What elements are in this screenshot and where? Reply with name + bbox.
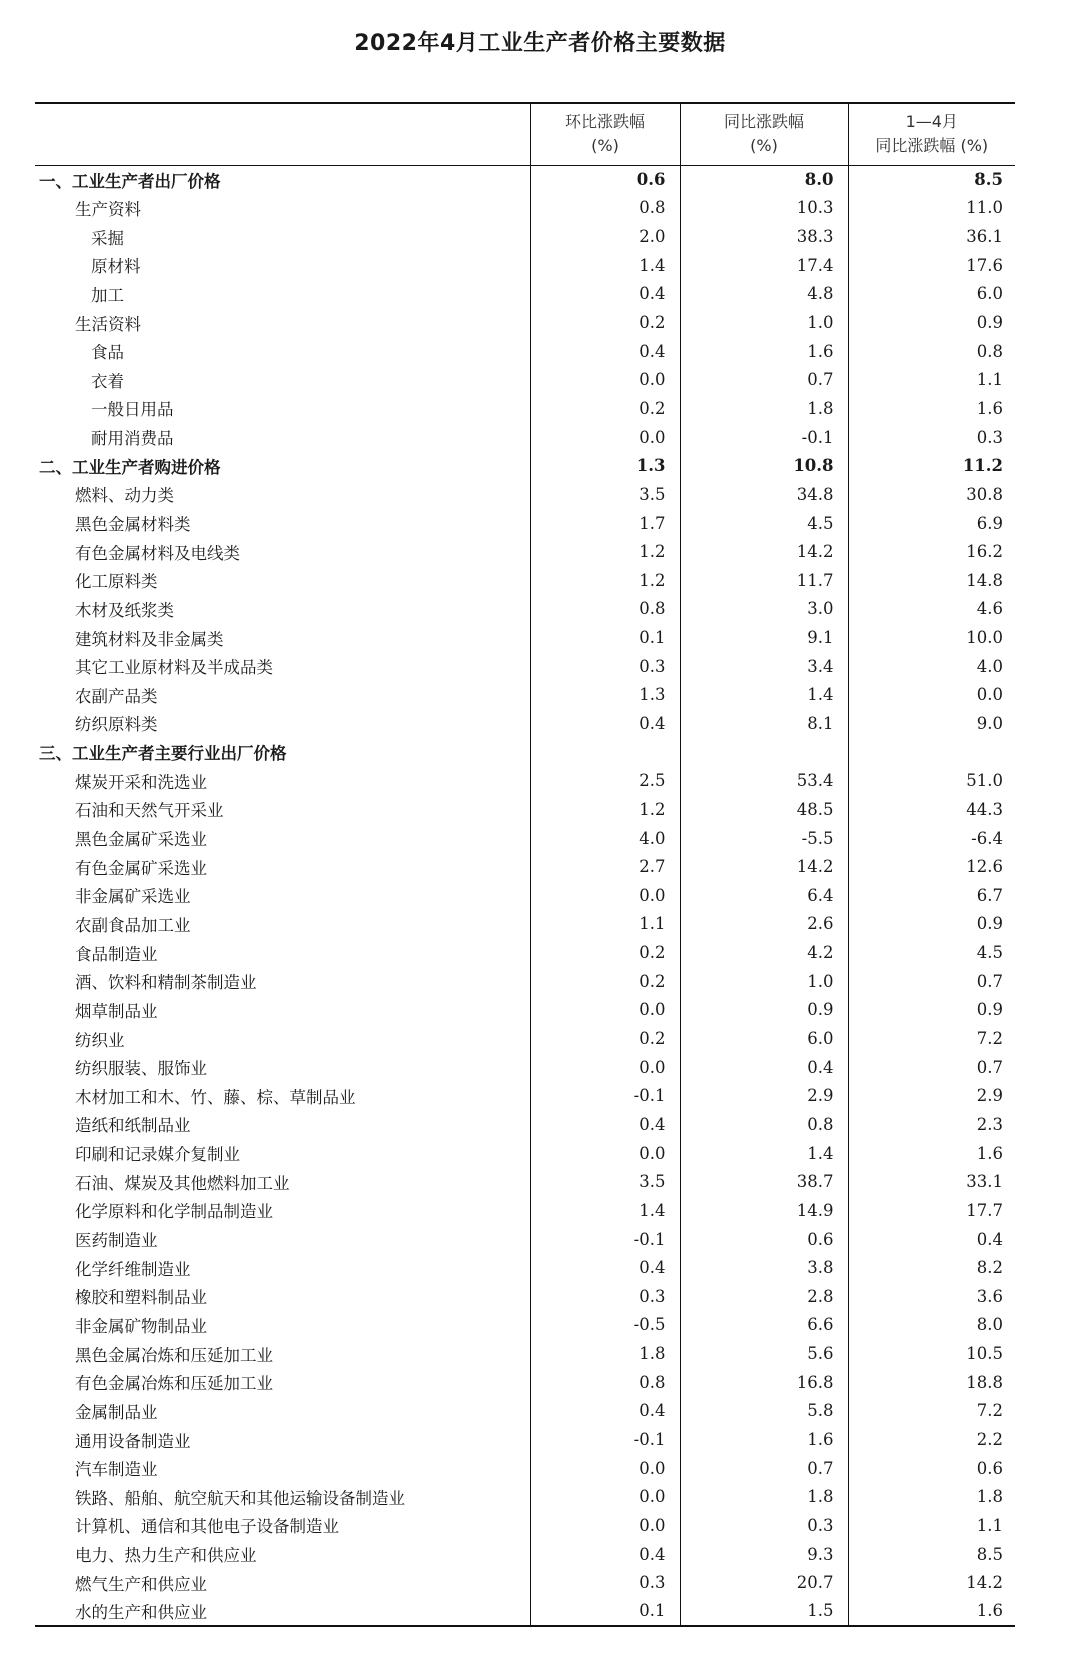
table-row (35, 766, 1015, 795)
row-ytd-value: 7.2 (848, 1024, 1015, 1053)
row-ytd-value: 1.6 (848, 394, 1015, 423)
row-label: 汽车制造业 (75, 1460, 158, 1480)
table-row (35, 738, 1015, 767)
row-mom-value: 1.8 (530, 1339, 680, 1368)
row-yoy-value: 1.4 (680, 681, 848, 710)
row-ytd-value: 0.7 (848, 1053, 1015, 1082)
row-label: 橡胶和塑料制品业 (75, 1288, 207, 1308)
row-mom-value: 0.2 (530, 394, 680, 423)
row-yoy-value: 1.4 (680, 1139, 848, 1168)
row-yoy-value: 20.7 (680, 1568, 848, 1597)
row-yoy-value: 17.4 (680, 251, 848, 280)
table-row (35, 1024, 1015, 1053)
row-mom-value: 0.3 (530, 1282, 680, 1311)
table-row (35, 1311, 1015, 1340)
row-label: 建筑材料及非金属类 (75, 629, 224, 649)
row-ytd-value: -6.4 (848, 824, 1015, 853)
table-row (35, 1482, 1015, 1511)
row-mom-value: 1.2 (530, 537, 680, 566)
table-row (35, 623, 1015, 652)
row-label: 造纸和纸制品业 (75, 1116, 191, 1136)
row-yoy-value: 1.0 (680, 967, 848, 996)
row-ytd-value: 16.2 (848, 537, 1015, 566)
row-label: 化学纤维制造业 (75, 1259, 191, 1279)
row-ytd-value: 4.6 (848, 595, 1015, 624)
row-mom-value: 0.4 (530, 280, 680, 309)
row-ytd-value: 10.0 (848, 623, 1015, 652)
row-mom-value: 0.0 (530, 1482, 680, 1511)
table-row (35, 1282, 1015, 1311)
row-yoy-value: 0.7 (680, 365, 848, 394)
row-ytd-value: 0.9 (848, 910, 1015, 939)
row-mom-value: 0.2 (530, 308, 680, 337)
row-label: 木材加工和木、竹、藤、棕、草制品业 (75, 1087, 356, 1107)
row-ytd-value: 2.2 (848, 1425, 1015, 1454)
row-ytd-value: 0.9 (848, 996, 1015, 1025)
row-label: 有色金属冶炼和压延加工业 (75, 1374, 273, 1394)
row-yoy-value: 9.3 (680, 1540, 848, 1569)
row-label: 木材及纸浆类 (75, 600, 174, 620)
row-yoy-value: 3.4 (680, 652, 848, 681)
table-row (35, 365, 1015, 394)
row-ytd-value: 1.1 (848, 1511, 1015, 1540)
row-ytd-value (848, 738, 1015, 767)
row-label: 耐用消费品 (91, 429, 174, 449)
table-row (35, 1511, 1015, 1540)
table-row (35, 1082, 1015, 1111)
header-ytd (848, 103, 1015, 165)
row-mom-value: -0.5 (530, 1311, 680, 1340)
row-label: 黑色金属矿采选业 (75, 830, 207, 850)
row-yoy-value: 0.3 (680, 1511, 848, 1540)
table-row (35, 1196, 1015, 1225)
row-label: 食品制造业 (75, 944, 158, 964)
row-mom-value: 3.5 (530, 1167, 680, 1196)
row-ytd-value: 0.7 (848, 967, 1015, 996)
row-mom-value: 1.4 (530, 251, 680, 280)
row-ytd-value: 9.0 (848, 709, 1015, 738)
header-blank-cell (35, 103, 530, 165)
row-ytd-value: 1.1 (848, 365, 1015, 394)
row-mom-value: 0.8 (530, 194, 680, 223)
row-ytd-value: 1.6 (848, 1597, 1015, 1626)
row-yoy-value: 10.3 (680, 194, 848, 223)
price-data-table-container (35, 102, 1015, 1627)
row-mom-value: 0.4 (530, 1540, 680, 1569)
row-ytd-value: 6.7 (848, 881, 1015, 910)
row-label: 采掘 (91, 228, 124, 248)
row-mom-value: 0.8 (530, 1368, 680, 1397)
header-mom (530, 103, 680, 165)
table-row (35, 709, 1015, 738)
table-row (35, 165, 1015, 194)
table-row (35, 1253, 1015, 1282)
header-ytd-line2: 同比涨跌幅 (%) (875, 136, 989, 156)
row-label: 燃气生产和供应业 (75, 1574, 207, 1594)
row-label: 一般日用品 (91, 400, 174, 420)
row-mom-value: 2.7 (530, 852, 680, 881)
row-yoy-value: 14.2 (680, 852, 848, 881)
row-yoy-value: 14.2 (680, 537, 848, 566)
table-row (35, 280, 1015, 309)
row-yoy-value: 9.1 (680, 623, 848, 652)
table-row (35, 938, 1015, 967)
row-mom-value: 3.5 (530, 480, 680, 509)
row-yoy-value: 6.0 (680, 1024, 848, 1053)
header-yoy-line2: (%) (750, 136, 778, 156)
row-label: 一、工业生产者出厂价格 (39, 171, 221, 191)
row-yoy-value: 0.6 (680, 1225, 848, 1254)
table-row (35, 1139, 1015, 1168)
row-ytd-value: 11.2 (848, 451, 1015, 480)
row-mom-value: 0.1 (530, 623, 680, 652)
row-label: 通用设备制造业 (75, 1431, 191, 1451)
row-mom-value: 0.8 (530, 595, 680, 624)
row-yoy-value: 5.6 (680, 1339, 848, 1368)
row-label: 铁路、船舶、航空航天和其他运输设备制造业 (75, 1488, 405, 1508)
row-mom-value: 1.7 (530, 509, 680, 538)
row-ytd-value: 8.5 (848, 165, 1015, 194)
row-label: 医药制造业 (75, 1231, 158, 1251)
row-ytd-value: 8.2 (848, 1253, 1015, 1282)
table-row (35, 337, 1015, 366)
row-yoy-value: 2.9 (680, 1082, 848, 1111)
row-label: 黑色金属材料类 (75, 515, 191, 534)
header-ytd-line1: 1—4月 (905, 112, 958, 132)
row-label: 黑色金属冶炼和压延加工业 (75, 1345, 273, 1365)
row-ytd-value: 36.1 (848, 222, 1015, 251)
row-mom-value (530, 738, 680, 767)
row-ytd-value: 4.0 (848, 652, 1015, 681)
table-row (35, 967, 1015, 996)
row-yoy-value: 2.6 (680, 910, 848, 939)
row-mom-value: 4.0 (530, 824, 680, 853)
row-yoy-value: 8.0 (680, 165, 848, 194)
row-ytd-value: 0.3 (848, 423, 1015, 452)
row-mom-value: 1.4 (530, 1196, 680, 1225)
header-mom-line2: (%) (591, 136, 619, 156)
table-header (35, 103, 1015, 165)
row-ytd-value: 8.5 (848, 1540, 1015, 1569)
table-row (35, 509, 1015, 538)
table-row (35, 795, 1015, 824)
table-row (35, 1425, 1015, 1454)
row-yoy-value: 8.1 (680, 709, 848, 738)
row-label: 纺织原料类 (75, 715, 158, 735)
row-yoy-value: 1.8 (680, 394, 848, 423)
row-mom-value: 0.0 (530, 881, 680, 910)
table-row (35, 222, 1015, 251)
row-mom-value: -0.1 (530, 1425, 680, 1454)
table-row (35, 1568, 1015, 1597)
row-mom-value: 0.4 (530, 1110, 680, 1139)
row-yoy-value: 1.6 (680, 337, 848, 366)
row-label: 燃料、动力类 (75, 486, 174, 506)
row-ytd-value: 0.4 (848, 1225, 1015, 1254)
row-yoy-value: 5.8 (680, 1397, 848, 1426)
row-yoy-value: 6.6 (680, 1311, 848, 1340)
row-mom-value: 2.0 (530, 222, 680, 251)
row-ytd-value: 17.7 (848, 1196, 1015, 1225)
row-yoy-value: 14.9 (680, 1196, 848, 1225)
row-mom-value: 0.4 (530, 709, 680, 738)
row-yoy-value: 4.5 (680, 509, 848, 538)
row-label: 有色金属矿采选业 (75, 858, 207, 878)
row-yoy-value: 2.8 (680, 1282, 848, 1311)
row-label: 电力、热力生产和供应业 (75, 1546, 257, 1566)
row-mom-value: 0.2 (530, 1024, 680, 1053)
row-ytd-value: 0.0 (848, 681, 1015, 710)
page-title: 2022年4月工业生产者价格主要数据 (354, 31, 726, 56)
row-mom-value: 0.0 (530, 1454, 680, 1483)
row-yoy-value: 1.6 (680, 1425, 848, 1454)
row-yoy-value: 10.8 (680, 451, 848, 480)
row-label: 金属制品业 (75, 1402, 158, 1422)
row-mom-value: 0.0 (530, 423, 680, 452)
header-mom-line1: 环比涨跌幅 (564, 112, 645, 132)
row-ytd-value: 2.9 (848, 1082, 1015, 1111)
row-yoy-value: 38.7 (680, 1167, 848, 1196)
row-yoy-value: 1.5 (680, 1597, 848, 1626)
row-label: 农副食品加工业 (75, 915, 191, 935)
row-ytd-value: 18.8 (848, 1368, 1015, 1397)
row-yoy-value: -5.5 (680, 824, 848, 853)
row-label: 化工原料类 (75, 572, 158, 592)
row-yoy-value: 4.8 (680, 280, 848, 309)
row-label: 非金属矿采选业 (75, 887, 191, 907)
row-label: 其它工业原材料及半成品类 (75, 658, 273, 678)
row-ytd-value: 8.0 (848, 1311, 1015, 1340)
row-mom-value: 0.3 (530, 652, 680, 681)
row-yoy-value: 34.8 (680, 480, 848, 509)
row-mom-value: 2.5 (530, 766, 680, 795)
table-body (35, 165, 1015, 1626)
row-mom-value: 0.0 (530, 1053, 680, 1082)
row-ytd-value: 10.5 (848, 1339, 1015, 1368)
row-yoy-value: 0.4 (680, 1053, 848, 1082)
table-row (35, 1110, 1015, 1139)
row-label: 烟草制品业 (75, 1001, 158, 1021)
row-label: 食品 (91, 343, 124, 363)
row-label: 农副产品类 (75, 686, 158, 706)
row-label: 石油、煤炭及其他燃料加工业 (75, 1173, 290, 1193)
table-row (35, 1540, 1015, 1569)
row-yoy-value: 16.8 (680, 1368, 848, 1397)
header-yoy-line1: 同比涨跌幅 (723, 112, 804, 132)
row-label: 有色金属材料及电线类 (75, 543, 240, 563)
table-row (35, 1167, 1015, 1196)
row-label: 纺织服装、服饰业 (75, 1059, 207, 1079)
row-yoy-value (680, 738, 848, 767)
row-ytd-value: 0.8 (848, 337, 1015, 366)
table-row (35, 1597, 1015, 1626)
row-mom-value: -0.1 (530, 1082, 680, 1111)
row-ytd-value: 3.6 (848, 1282, 1015, 1311)
row-yoy-value: 11.7 (680, 566, 848, 595)
table-row (35, 1397, 1015, 1426)
table-row (35, 1053, 1015, 1082)
table-row (35, 910, 1015, 939)
row-yoy-value: 53.4 (680, 766, 848, 795)
table-row (35, 308, 1015, 337)
table-row (35, 251, 1015, 280)
row-ytd-value: 7.2 (848, 1397, 1015, 1426)
row-yoy-value: -0.1 (680, 423, 848, 452)
table-row (35, 1368, 1015, 1397)
row-ytd-value: 51.0 (848, 766, 1015, 795)
row-ytd-value: 11.0 (848, 194, 1015, 223)
row-yoy-value: 48.5 (680, 795, 848, 824)
row-mom-value: 0.0 (530, 996, 680, 1025)
row-ytd-value: 6.9 (848, 509, 1015, 538)
table-row (35, 1225, 1015, 1254)
row-mom-value: 1.1 (530, 910, 680, 939)
row-label: 生产资料 (75, 199, 141, 219)
row-mom-value: 1.2 (530, 566, 680, 595)
row-ytd-value: 2.3 (848, 1110, 1015, 1139)
row-ytd-value: 44.3 (848, 795, 1015, 824)
row-mom-value: -0.1 (530, 1225, 680, 1254)
table-row (35, 480, 1015, 509)
row-ytd-value: 33.1 (848, 1167, 1015, 1196)
table-row (35, 852, 1015, 881)
row-label: 纺织业 (75, 1030, 125, 1050)
table-row (35, 1339, 1015, 1368)
row-mom-value: 0.2 (530, 938, 680, 967)
row-mom-value: 0.1 (530, 1597, 680, 1626)
row-mom-value: 0.3 (530, 1568, 680, 1597)
row-ytd-value: 14.2 (848, 1568, 1015, 1597)
row-yoy-value: 38.3 (680, 222, 848, 251)
header-yoy (680, 103, 848, 165)
row-label: 水的生产和供应业 (35, 1597, 530, 1626)
row-label: 石油和天然气开采业 (75, 801, 224, 821)
table-row (35, 595, 1015, 624)
row-mom-value: 0.2 (530, 967, 680, 996)
row-ytd-value: 0.9 (848, 308, 1015, 337)
row-label: 生活资料 (75, 314, 141, 334)
row-yoy-value: 0.9 (680, 996, 848, 1025)
row-yoy-value: 6.4 (680, 881, 848, 910)
table-row (35, 996, 1015, 1025)
row-mom-value: 0.6 (530, 165, 680, 194)
row-label: 酒、饮料和精制茶制造业 (75, 973, 257, 993)
row-label: 煤炭开采和洗选业 (75, 772, 207, 792)
row-mom-value: 1.2 (530, 795, 680, 824)
row-label: 非金属矿物制品业 (75, 1316, 207, 1336)
row-yoy-value: 1.0 (680, 308, 848, 337)
row-ytd-value: 6.0 (848, 280, 1015, 309)
row-mom-value: 0.4 (530, 337, 680, 366)
row-ytd-value: 14.8 (848, 566, 1015, 595)
table-row (35, 194, 1015, 223)
row-ytd-value: 12.6 (848, 852, 1015, 881)
row-ytd-value: 30.8 (848, 480, 1015, 509)
table-row (35, 451, 1015, 480)
row-mom-value: 1.3 (530, 451, 680, 480)
row-mom-value: 0.0 (530, 1511, 680, 1540)
row-mom-value: 0.4 (530, 1397, 680, 1426)
row-mom-value: 0.4 (530, 1253, 680, 1282)
row-label: 加工 (91, 285, 124, 305)
row-label: 化学原料和化学制品制造业 (75, 1202, 273, 1222)
row-ytd-value: 1.6 (848, 1139, 1015, 1168)
row-ytd-value: 17.6 (848, 251, 1015, 280)
row-label: 二、工业生产者购进价格 (39, 457, 221, 477)
row-yoy-value: 0.8 (680, 1110, 848, 1139)
row-ytd-value: 0.6 (848, 1454, 1015, 1483)
row-ytd-value: 4.5 (848, 938, 1015, 967)
row-ytd-value: 1.8 (848, 1482, 1015, 1511)
row-mom-value: 1.3 (530, 681, 680, 710)
table-row (35, 681, 1015, 710)
row-label: 计算机、通信和其他电子设备制造业 (75, 1517, 339, 1537)
table-row (35, 652, 1015, 681)
row-yoy-value: 0.7 (680, 1454, 848, 1483)
table-row (35, 1454, 1015, 1483)
row-label: 原材料 (91, 257, 141, 277)
table-row (35, 824, 1015, 853)
row-yoy-value: 3.8 (680, 1253, 848, 1282)
row-mom-value: 0.0 (530, 365, 680, 394)
price-data-table (35, 102, 1015, 1627)
table-row (35, 394, 1015, 423)
row-label: 衣着 (91, 371, 124, 391)
row-mom-value: 0.0 (530, 1139, 680, 1168)
row-label: 三、工业生产者主要行业出厂价格 (39, 744, 287, 764)
table-row (35, 566, 1015, 595)
row-yoy-value: 1.8 (680, 1482, 848, 1511)
table-row (35, 423, 1015, 452)
row-yoy-value: 3.0 (680, 595, 848, 624)
table-row (35, 537, 1015, 566)
row-yoy-value: 4.2 (680, 938, 848, 967)
table-row (35, 881, 1015, 910)
row-label: 印刷和记录媒介复制业 (75, 1145, 240, 1165)
